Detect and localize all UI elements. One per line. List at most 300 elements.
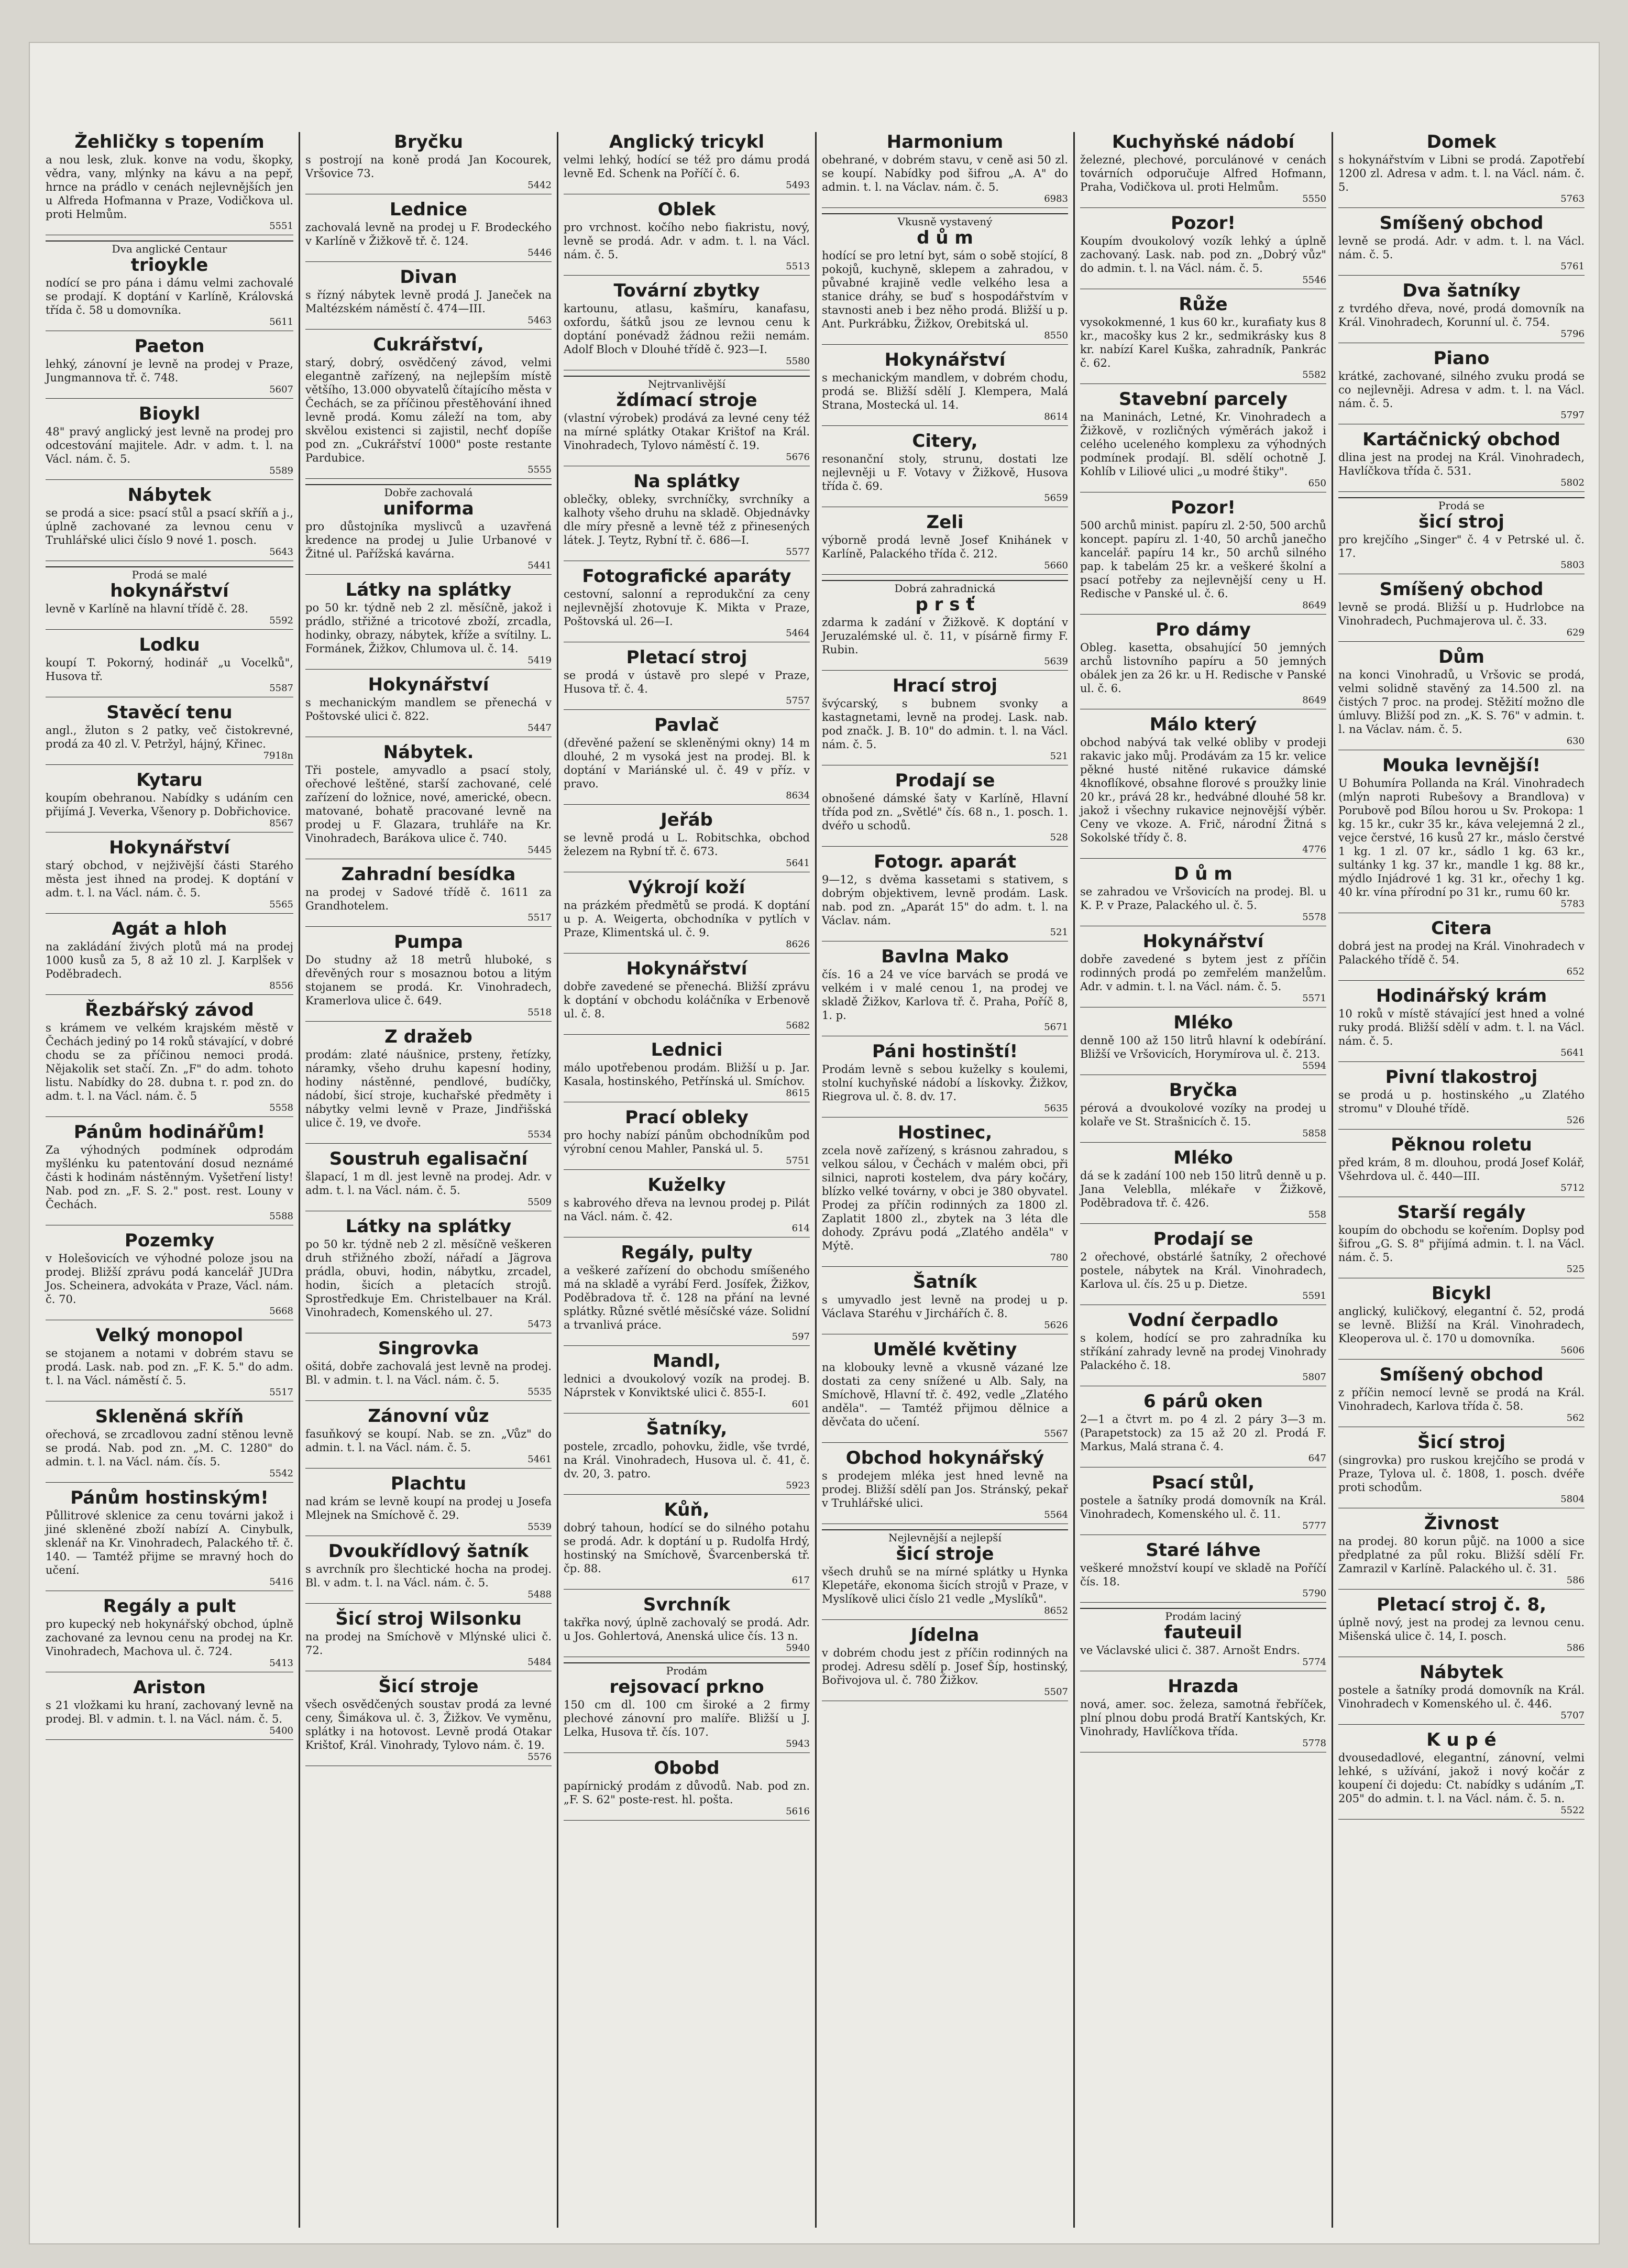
classified-ad (822, 1340, 1068, 1443)
classified-ad (46, 1488, 293, 1591)
ad-divider (1080, 1142, 1326, 1143)
ad-heading: Pozor! (1171, 497, 1236, 518)
ad-number: 5464 (786, 628, 810, 639)
ad-heading: Pozor! (1171, 213, 1236, 234)
classified-ad (564, 1351, 810, 1414)
ad-lead-in: Vkusně vystavený (822, 213, 1068, 228)
classified-ad (1080, 1540, 1326, 1603)
ad-divider (305, 1143, 552, 1144)
classified-ad (46, 485, 293, 561)
ad-heading: Hodinářský krám (1376, 985, 1547, 1006)
ad-column-1 (40, 132, 299, 2228)
ad-text: na prodej na Smíchově v Mlýnské ulici č. 72. (305, 1630, 552, 1657)
ad-number: 5940 (786, 1642, 810, 1653)
ad-text: se stojanem a notami v dobrém stavu se prodá. Lask. nab. pod zn. „F. K. 5." do adm. t. l. na Václ. náměstí č. 5. (46, 1347, 293, 1387)
classified-ad (305, 335, 552, 479)
ad-number: 5539 (527, 1521, 552, 1532)
ad-heading: Mandl, (653, 1351, 721, 1372)
ad-text: 500 archů minist. papíru zl. 2·50, 500 archů koncept. papíru zl. 1·40, 50 archů janečho kancelář. papíru 14 kr., 50 archů silného pap. k tabelám 25 kr. a veškeré školní a psací potřeby za nejlevnější ceny u H. Redische v Panské ul. č. 6. (1080, 519, 1326, 600)
ad-heading: Bryčka (1169, 1080, 1238, 1101)
ad-text: dlina jest na prodej na Král. Vinohradech, Havlíčkova třída č. 531. (1338, 451, 1585, 477)
ad-text: nová, amer. soc. železa, samotná řebříček, plní plnou dobu prodá Bratří Kantských, Kr. Vinohrady, Havlíčkova třída. (1080, 1698, 1326, 1738)
classified-ad (822, 132, 1068, 208)
ad-number: 601 (791, 1399, 810, 1410)
classified-ad (564, 810, 810, 872)
ad-number: 525 (1566, 1264, 1585, 1275)
ad-column-3 (557, 132, 815, 2228)
ad-text: na prodej. 80 korun půjč. na 1000 a sice předplatné za půl roku. Bližší sdělí Fr. Zamrazil v Karlíně. Palackého ul. č. 31. (1338, 1535, 1585, 1575)
classified-ad (1080, 620, 1326, 709)
ad-number: 5509 (527, 1197, 552, 1208)
ad-number: 5858 (1302, 1128, 1326, 1139)
classified-ad (1338, 348, 1585, 424)
ad-text: s 21 vložkami ku hraní, zachovaný levně na prodej. Bl. v admin. t. l. na Václ. nám. č. 5. (46, 1699, 293, 1725)
ad-text: s avrchník pro šlechtické hocha na prodej. Bl. v adm. t. l. na Václ. nám. č. 5. (305, 1563, 552, 1589)
ad-text: denně 100 až 150 litrů hlavní k odebírání. Bližší ve Vršovicích, Horymírova ul. č. 213. (1080, 1034, 1326, 1060)
classified-ad (1338, 281, 1585, 343)
ad-number: 5763 (1560, 193, 1585, 204)
ad-heading: Výkrojí koží (628, 877, 745, 898)
ad-divider (564, 1820, 810, 1821)
ad-number: 5660 (1044, 560, 1068, 571)
ad-lead-in: Prodá se (1338, 497, 1585, 512)
ad-text: velmi lehký, hodící se též pro dámu prodá levně Ed. Schenk na Poříčí č. 6. (564, 154, 810, 180)
classified-ad (564, 132, 810, 194)
ad-number: 8567 (269, 818, 293, 829)
ad-text: 48" pravý anglický jest levně na prodej pro odcestování majitele. Adr. v adm. t. l. na Václ. nám. č. 5. (46, 425, 293, 465)
ad-text: hodící se pro letní byt, sám o sobě stojící, 8 pokojů, kuchyně, sklepem a zahradou, v půvabné krajině vedle velkého lesa a stanice dráhy, se buď s hospodářstvím v stavnosti aneb i bez něho prodá. Bližší u p. Ant. Purkrábku, Žižkov, Orebitská ul. (822, 249, 1068, 330)
classified-ad (1338, 755, 1585, 913)
classified-ad (46, 1325, 293, 1401)
ad-number: 5517 (269, 1387, 293, 1398)
ad-divider (564, 1345, 810, 1346)
classified-ad (1338, 497, 1585, 574)
ad-text: krátké, zachované, silného zvuku prodá se co nejlevněji. Adresa v adm. t. l. na Václ. nám. č. 5. (1338, 370, 1585, 410)
ad-text: starý obchod, v nejživější části Starého města jest ihned na prodej. K doptání v adm. t. l. na Václ. nám. č. 5. (46, 859, 293, 899)
ad-heading: 6 párů oken (1143, 1391, 1263, 1412)
ad-number: 5507 (1044, 1686, 1068, 1697)
ad-text: se prodá a sice: psací stůl a psací skříň a j., úplně zachované za levnou cenu v Truhlářské ulici číslo 9 nové 1. posch. (46, 507, 293, 546)
ad-number: 5578 (1302, 912, 1326, 923)
ad-heading: Velký monopol (95, 1325, 244, 1346)
ad-number: 8649 (1302, 695, 1326, 706)
ad-number: 8556 (269, 980, 293, 991)
ad-number: 5943 (786, 1738, 810, 1749)
classified-ad (1080, 1229, 1326, 1305)
ad-text: Prodám levně s sebou kuželky s koulemi, stolní kuchyňské nádobí a lískovky. Žižkov, Riegrova ul. č. 8. dv. 17. (822, 1063, 1068, 1103)
classified-ad (1080, 389, 1326, 492)
ad-number: 5778 (1302, 1738, 1326, 1749)
ad-heading: Mouka levnější! (1382, 755, 1541, 776)
ad-heading: Umělé květiny (873, 1339, 1017, 1360)
ad-heading: Růže (1179, 294, 1228, 315)
ad-number: 5774 (1302, 1657, 1326, 1668)
ad-number: 5804 (1560, 1494, 1585, 1505)
ad-number: 5446 (527, 247, 552, 258)
classified-ad (305, 1149, 552, 1211)
ad-number: 652 (1566, 966, 1585, 977)
ad-heading: Pro dámy (1156, 619, 1251, 640)
classified-ad (822, 213, 1068, 345)
ad-number: 586 (1566, 1642, 1585, 1653)
classified-ad (564, 1175, 810, 1237)
ad-text: zdarma k zadání v Žižkově. K doptání v Jeruzalémské ul. č. 11, v písárně firmy F. Rubin. (822, 616, 1068, 656)
ad-heading: Anglický tricykl (609, 132, 765, 152)
classified-ad (1338, 1135, 1585, 1197)
ad-text: 150 cm dl. 100 cm široké a 2 firmy plechové zánovní pro malíře. Bližší u J. Lelka, Husova tř. čís. 107. (564, 1699, 810, 1738)
ad-text: pro vrchnost. kočího nebo fiakristu, nový, levně se prodá. Adr. v adm. t. l. na Václ. nám. č. 5. (564, 221, 810, 261)
classified-ad (564, 566, 810, 642)
ad-heading: Hokynářství (626, 958, 747, 979)
ad-lead-in: Dva anglické Centaur (46, 240, 293, 255)
ad-heading: Dva šatníky (1402, 280, 1521, 301)
ad-number: 5576 (527, 1751, 552, 1762)
classified-ad (564, 1108, 810, 1170)
ad-text: levně se prodá. Adr. v adm. t. l. na Václ. nám. č. 5. (1338, 235, 1585, 261)
classified-ad (305, 267, 552, 330)
ad-number: 5923 (786, 1480, 810, 1491)
ad-divider (564, 1169, 810, 1170)
ad-text: obnošené dámské šaty v Karlíně, Hlavní třída pod zn. „Světlé" čís. 68 n., 1. posch. 1. dvéřo u schodů. (822, 792, 1068, 832)
ad-heading: Pánům hostinským! (70, 1487, 269, 1508)
classified-ad (1080, 1473, 1326, 1535)
ad-heading: Plachtu (390, 1473, 467, 1494)
ad-heading: Staré láhve (1146, 1540, 1261, 1561)
classified-ad (46, 838, 293, 914)
classified-ad (1338, 430, 1585, 492)
ad-divider (46, 764, 293, 765)
ad-number: 5534 (527, 1129, 552, 1140)
classified-ad (1338, 1730, 1585, 1820)
ad-number: 562 (1566, 1412, 1585, 1423)
ad-text: málo upotřebenou prodám. Bližší u p. Jar. Kasala, hostinského, Petřínská ul. Smíchov. (564, 1061, 810, 1088)
classified-ad (1080, 1148, 1326, 1224)
classified-ad (305, 1541, 552, 1604)
ad-number: 5546 (1302, 275, 1326, 286)
ad-heading: Harmonium (886, 132, 1004, 152)
ad-number: 528 (1050, 832, 1068, 843)
ad-number: 5796 (1560, 328, 1585, 339)
ad-heading: Piano (1433, 348, 1490, 369)
classified-ad (1338, 213, 1585, 276)
ad-text: v Holešovicích ve výhodné poloze jsou na prodej. Bližší zprávu podá kancelář JUDra Jos. Scheinera, advokáta v Praze, Václ. nám. č. 70. (46, 1252, 293, 1306)
ad-heading: d ů m (917, 227, 973, 248)
ad-heading: Vodní čerpadlo (1128, 1310, 1279, 1331)
classified-ad (46, 919, 293, 995)
classified-ad (1080, 1677, 1326, 1752)
classified-ad (1080, 932, 1326, 1007)
classified-ad (305, 1406, 552, 1469)
ad-heading: Zahradní besídka (341, 864, 516, 885)
ad-number: 5707 (1560, 1710, 1585, 1721)
classified-ad (1080, 294, 1326, 384)
ad-number: 558 (1308, 1209, 1326, 1220)
ad-number: 5589 (269, 465, 293, 476)
ad-heading: Kartáčnický obchod (1362, 429, 1560, 450)
ad-number: 5777 (1302, 1520, 1326, 1531)
classified-ad (1338, 579, 1585, 642)
ad-heading: Kuželky (647, 1175, 726, 1196)
ad-heading: Hostinec, (897, 1122, 993, 1143)
ad-text: pro kupecký neb hokynářský obchod, úplně zachované za levnou cenu na prodej na Kr. Vinohradech, Machova ul. č. 724. (46, 1618, 293, 1658)
ad-number: 5712 (1560, 1182, 1585, 1193)
ad-number: 5616 (786, 1806, 810, 1817)
ad-heading: Málo který (1149, 714, 1257, 735)
ad-number: 5461 (527, 1454, 552, 1465)
classified-ad (305, 580, 552, 670)
classified-ad (1080, 715, 1326, 859)
ad-divider (1080, 858, 1326, 859)
ad-divider (822, 1442, 1068, 1443)
ad-text: pérová a dvoukolové vozíky na prodej u kolaře ve St. Strašnicích č. 15. (1080, 1102, 1326, 1128)
ad-number: 5517 (527, 912, 552, 923)
ad-heading: Prací obleky (625, 1107, 749, 1128)
ad-text: zcela nově zařízený, s krásnou zahradou, s velkou sálou, v Čechách v malém obci, při silnici, naproti kostelem, dva páry kočáry, blízko velké továrny, v obci je 380 obyvatel. Prodej za příčin rodinných za 1800 zl. Zaplatit 1800 zl., zbytek na 3 léta dle dohody. Zprávu podá „Zlatého anděla" v Mýtě. (822, 1144, 1068, 1252)
ad-heading: Pletací stroj (626, 647, 747, 668)
ad-number: 5571 (1302, 993, 1326, 1004)
ad-heading: Obobd (654, 1758, 720, 1779)
classified-ad (46, 1407, 293, 1483)
ad-divider (1338, 275, 1585, 276)
ad-divider (1338, 1061, 1585, 1062)
ad-heading: Fotografické aparáty (582, 566, 791, 587)
ad-text: lehký, zánovní je levně na prodej v Praze, Jungmannova tř. č. 748. (46, 358, 293, 384)
ad-text: starý, dobrý, osvědčený závod, velmi elegantně zařízený, na nejlepším místě většího, 13.000 obyvatelů čítajícího města v Čechách, se za příčinou přestěhování ihned levně prodá. Komu záleží na tom, aby skvělou existenci si zajistil, nechť dopíše pod zn. „Cukrářství 1000" poste restante Pardubice. (305, 356, 552, 464)
classified-ad (564, 1758, 810, 1821)
ad-heading: Stavební parcely (1118, 389, 1288, 410)
ad-text: šlapací, 1 m dl. jest levně na prodej. Adr. v adm. t. l. na Václ. nám. č. 5. (305, 1170, 552, 1197)
ad-text: švýcarský, s bubnem svonky a kastagnetami, levně na prodej. Lask. nab. pod značk. J. B. 10" do admin. t. l. na Václ. nám. č. 5. (822, 697, 1068, 751)
ad-divider (822, 574, 1068, 575)
classified-ad (564, 715, 810, 805)
ad-text: levně se prodá. Bližší u p. Hudrlobce na Vinohradech, Puchmajerova ul. č. 33. (1338, 601, 1585, 627)
ad-number: 526 (1566, 1115, 1585, 1126)
classified-columns (40, 132, 1591, 2228)
classified-ad (564, 200, 810, 276)
ad-text: koupí T. Pokorný, hodinář „u Vocelků", Husova tř. (46, 656, 293, 683)
ad-number: 5761 (1560, 261, 1585, 272)
classified-ad (1338, 918, 1585, 981)
ad-text: zachovalá levně na prodej u F. Brodeckého v Karlíně v Žižkově tř. č. 124. (305, 221, 552, 247)
ad-divider (305, 1021, 552, 1022)
ad-number: 7918n (263, 750, 293, 761)
ad-number: 5567 (1044, 1428, 1068, 1439)
ad-heading: Dvoukřídlový šatník (328, 1541, 529, 1562)
ad-text: dobrá jest na prodej na Král. Vinohradech v Palackého třídě č. 54. (1338, 940, 1585, 966)
ad-number: 5783 (1560, 899, 1585, 910)
ad-text: na klobouky levně a vkusně vázané lze dostati za ceny snížené u Alb. Saly, na Smíchově, Hlavní tř. č. 492, vedle „Zlatého anděla". — Tamtéž přijmou dělnice a děvčata do učení. (822, 1361, 1068, 1428)
ad-number: 5659 (1044, 492, 1068, 503)
ad-heading: Skleněná skříň (95, 1406, 244, 1427)
ad-number: 5558 (269, 1102, 293, 1113)
ad-heading: Šatníky, (646, 1418, 728, 1439)
ad-heading: Pumpa (394, 932, 463, 952)
ad-heading: Hokynářství (368, 674, 489, 695)
ad-heading: Kůň, (664, 1499, 710, 1520)
ad-heading: Mléko (1173, 1147, 1233, 1168)
ad-text: na prodej v Sadové třídě č. 1611 za Grandhotelem. (305, 886, 552, 912)
ad-heading: Páni hostinští! (872, 1041, 1018, 1062)
ad-number: 5518 (527, 1007, 552, 1018)
ad-text: v dobrém chodu jest z příčin rodinných na prodej. Adresu sdělí p. Josef Šíp, hostinský, Bořivojova ul. č. 780 Žižkov. (822, 1647, 1068, 1686)
ad-number: 6983 (1044, 193, 1068, 204)
ad-heading: Ariston (133, 1677, 206, 1698)
ad-heading: šicí stroje (896, 1543, 994, 1564)
ad-heading: uniforma (383, 498, 474, 519)
ad-heading: Živnost (1424, 1513, 1499, 1534)
ad-text: takřka nový, úplně zachovalý se prodá. Adr. u Jos. Gohlertová, Anenská ulice čís. 13 n. (564, 1616, 810, 1642)
ad-heading: Soustruh egalisační (329, 1148, 528, 1169)
ad-number: 5564 (1044, 1509, 1068, 1520)
ad-text: pro hochy nabízí pánům obchodníkům pod výrobní cenou Mahler, Panská ul. 5. (564, 1129, 810, 1155)
classified-ad (1080, 1608, 1326, 1671)
ad-heading: Na splátky (633, 471, 740, 492)
ad-text: z tvrdého dřeva, nové, prodá domovník na Král. Vinohradech, Korunní ul. č. 754. (1338, 302, 1585, 328)
ad-number: 5582 (1302, 369, 1326, 380)
ad-divider (822, 846, 1068, 847)
ad-divider (564, 953, 810, 954)
ad-heading: Hokynářství (109, 837, 230, 858)
ad-number: 8614 (1044, 411, 1068, 422)
ad-text: na prázkém předmětů se prodá. K doptání u p. A. Weigerta, obchodníka v pytlích v Praze, Klimentská ul. č. 9. (564, 899, 810, 939)
ad-text: Za výhodných podmínek odprodám myšlénku ku patentování dosud neznámé části k hodinám nástěnným. Vyšetření listy! Nab. pod zn. „F. S. 2." post. rest. Louny v Čechách. (46, 1144, 293, 1211)
ad-divider (305, 329, 552, 330)
ad-heading: Bryčku (394, 132, 463, 152)
ad-text: angl., žluton s 2 patky, več čistokrevné, prodá za 40 zl. V. Petržyl, hájný, Křinec. (46, 724, 293, 750)
ad-text: levně v Karlíně na hlavní třídě č. 28. (46, 602, 248, 615)
ad-divider (822, 344, 1068, 345)
ad-heading: Starší regály (1397, 1202, 1526, 1223)
classified-ad (305, 1339, 552, 1401)
ad-number: 5676 (786, 452, 810, 463)
classified-ad (46, 1678, 293, 1740)
classified-ad (305, 742, 552, 859)
ad-heading: Domek (1426, 132, 1497, 152)
classified-ad (564, 878, 810, 954)
classified-ad (1080, 213, 1326, 289)
ad-lead-in: Prodám (564, 1662, 810, 1677)
ad-number: 4776 (1302, 844, 1326, 855)
ad-divider (1338, 1359, 1585, 1360)
ad-number: 5607 (269, 384, 293, 395)
ad-text: pro krejčího „Singer" č. 4 v Petrské ul. č. 17. (1338, 533, 1585, 560)
classified-ad (46, 703, 293, 765)
ad-number: 5671 (1044, 1022, 1068, 1033)
ad-heading: Pěknou roletu (1391, 1134, 1532, 1155)
ad-heading: Žehličky s topením (74, 132, 265, 152)
classified-ad (822, 1529, 1068, 1620)
ad-heading: Jeřáb (661, 809, 713, 830)
ad-text: s prodejem mléka jest hned levně na prodej. Bližší sdělí pan Jos. Stránský, pekař v Truhlářské ulici. (822, 1470, 1068, 1509)
ad-text: všech druhů se na mírné splátky u Hynka Klepetáře, ekonoma šicích strojů v Praze, v Myslíkově ulici číslo 21 vedle „Myslíků". (822, 1565, 1068, 1605)
ad-divider (46, 398, 293, 399)
ad-divider (822, 207, 1068, 208)
ad-column-4 (815, 132, 1073, 2228)
ad-text: koupím obehranou. Nabídky s udáním cen přijímá J. Veverka, Všenory p. Dobřichovice. (46, 792, 293, 818)
ad-number: 5803 (1560, 560, 1585, 571)
ad-text: před krám, 8 m. dlouhou, prodá Josef Kolář, Všehrdova ul. č. 440—III. (1338, 1156, 1585, 1182)
ad-number: 5413 (269, 1658, 293, 1669)
ad-number: 5445 (527, 845, 552, 856)
ad-divider (46, 994, 293, 995)
ad-number: 5484 (527, 1657, 552, 1668)
ad-text: (vlastní výrobek) prodává za levné ceny též na mírné splátky Otakar Krištof na Král. Vinohradech, Tylovo náměstí č. 19. (564, 412, 810, 452)
classified-ad (1338, 1067, 1585, 1130)
classified-ad (1338, 1365, 1585, 1427)
ad-text: s kabrového dřeva na levnou prodej p. Pilát na Václ. nám. č. 42. (564, 1197, 810, 1223)
ad-heading: Hrací stroj (892, 675, 998, 696)
ad-number: 5641 (786, 858, 810, 869)
ad-divider (1080, 614, 1326, 615)
ad-heading: Hokynářství (884, 349, 1006, 370)
ad-number: 650 (1308, 478, 1326, 489)
ad-number: 8626 (786, 939, 810, 950)
ad-text: a veškeré zařízení do obchodu smíšeného má na skladě a vyrábí Ferd. Josífek, Žižkov, Poděbradova tř. č. 128 na přání na levné splátky. Různé světlé měsíčské váze. Solidní a trvanlivá práce. (564, 1264, 810, 1331)
ad-divider (1338, 491, 1585, 492)
ad-heading: Pavlač (654, 715, 719, 736)
classified-ad (822, 580, 1068, 671)
classified-ad (305, 1217, 552, 1333)
classified-ad (822, 1042, 1068, 1117)
ad-number: 5513 (786, 261, 810, 272)
classified-ad (1080, 864, 1326, 926)
ad-divider (46, 1739, 293, 1740)
classified-ad (564, 1040, 810, 1102)
ad-heading: Paeton (134, 336, 205, 357)
ad-number: 5587 (269, 683, 293, 694)
classified-ad (822, 771, 1068, 847)
ad-text: veškeré množství koupí ve skladě na Poříčí čís. 18. (1080, 1562, 1326, 1588)
newspaper-page (29, 42, 1600, 2244)
ad-text: Tři postele, amyvadlo a psací stoly, ořechové leštěné, starší zachované, celé zařízení do ložnice, nové, americké, obecn. matované, bohatě pracované levně na prodej u F. Glazara, truhláře na Kr. Vinohradech, Barákova ulice č. 740. (305, 764, 552, 845)
ad-divider (564, 1413, 810, 1414)
ad-heading: Hrazda (1168, 1676, 1239, 1697)
ad-heading: ždímací stroje (616, 390, 757, 411)
ad-heading: Smíšený obchod (1379, 213, 1544, 234)
ad-number: 5535 (527, 1386, 552, 1397)
ad-text: vysokokmenné, 1 kus 60 kr., kurafiaty kus 8 kr., macošky kus 2 kr., sedmikrásky kus 8 kr. nabízí Karel Kuška, zahradník, Pankrác č. 62. (1080, 316, 1326, 369)
ad-divider (564, 275, 810, 276)
ad-text: fasuňkový se koupí. Nab. se zn. „Vůz" do admin. t. l. na Václ. nám. č. 5. (305, 1428, 552, 1454)
ad-heading: hokynářství (110, 580, 229, 601)
ad-heading: Citera (1431, 918, 1492, 939)
ad-heading: Pozemky (124, 1230, 215, 1251)
classified-ad (305, 1027, 552, 1144)
ad-column-5 (1073, 132, 1332, 2228)
ad-number: 629 (1566, 627, 1585, 638)
classified-ad (1080, 1310, 1326, 1386)
ad-text: anglický, kuličkový, elegantní č. 52, prodá se levně. Bližší na Král. Vinohradech, Kleoperova ul. č. 170 u domovníka. (1338, 1305, 1585, 1345)
ad-heading: Pletací stroj č. 8, (1376, 1594, 1547, 1615)
ad-heading: šicí stroj (1418, 511, 1504, 532)
classified-ad (46, 404, 293, 480)
ad-text: dobrý tahoun, hodící se do silného potahu se prodá. Adr. k doptání u p. Rudolfa Hrdý, hostinský na Smíchově, Švarcenberská tř. čp. 88. (564, 1521, 810, 1575)
ad-lead-in: Nejlevnější a nejlepší (822, 1529, 1068, 1544)
ad-text: s mechanickým mandlem, v dobrém chodu, prodá se. Bližší sdělí J. Klempera, Malá Strana, Mostecká ul. 14. (822, 371, 1068, 411)
ad-text: resonanční stoly, strunu, dostati lze nejlevněji u F. Votavy v Žižkově, Husova třída č. 69. (822, 453, 1068, 492)
ad-text: dvousedadlové, elegantní, zánovní, velmi lehké, s užívání, jakož i nový kočár z koupení či dojedu: Ct. nabídky s udáním „T. 205" do admin. t. l. na Václ. nám. č. 5. n. (1338, 1751, 1585, 1805)
ad-text: se prodá u p. hostinského „u Zlatého stromu" v Dlouhé třídě. (1338, 1089, 1585, 1115)
classified-ad (1338, 132, 1585, 208)
ad-heading: Fotogr. aparát (873, 851, 1017, 872)
ad-number: 5419 (527, 655, 552, 666)
ad-divider (305, 1400, 552, 1401)
ad-divider (305, 574, 552, 575)
ad-text: s kolem, hodící se pro zahradníka ku stříkání zahrady levně na prodej Vinohrady Palackého č. 18. (1080, 1332, 1326, 1372)
ad-heading: Hokynářství (1142, 931, 1264, 952)
ad-number: 8634 (786, 790, 810, 801)
classified-ad (305, 484, 552, 575)
